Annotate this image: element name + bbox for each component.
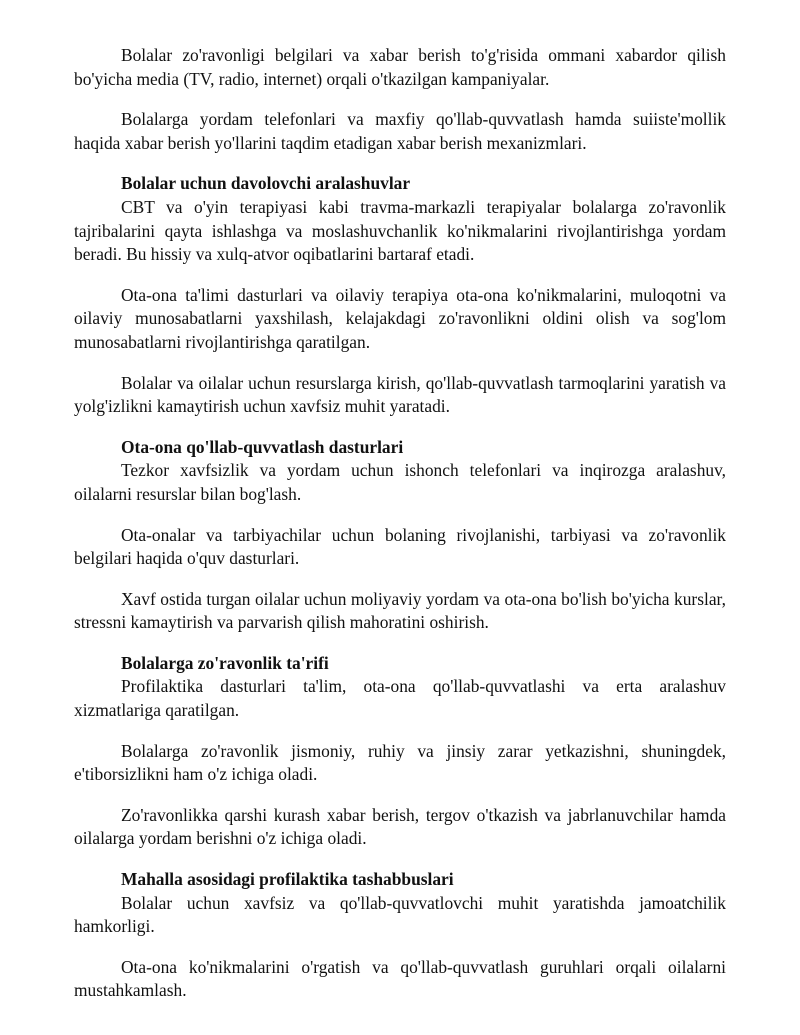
section-heading: Ota-ona qo'llab-quvvatlash dasturlari <box>121 436 404 457</box>
section-heading: Bolalar uchun davolovchi aralashuvlar <box>121 173 411 194</box>
paragraph: Ota-onalar va tarbiyachilar uchun bolaning rivojlanishi, tarbiyasi va zo'ravonlik belgilari haqida o'quv dasturlari. <box>74 524 726 569</box>
document-body <box>74 44 726 1003</box>
paragraph: Bolalar uchun xavfsiz va qo'llab-quvvatlovchi muhit yaratishda jamoatchilik hamkorligi. <box>74 892 726 937</box>
paragraph: Tezkor xavfsizlik va yordam uchun ishonch telefonlari va inqirozga aralashuv, oilalarni resurslar bilan bog'lash. <box>74 460 726 504</box>
paragraph: Bolalar zo'ravonligi belgilari va xabar berish to'g'risida ommani xabardor qilish bo'yicha media (TV, radio, internet) orqali o'tkazilgan kampaniyalar. <box>74 45 726 89</box>
paragraph: Ota-ona ta'limi dasturlari va oilaviy terapiya ota-ona ko'nikmalarini, muloqotni va oilaviy munosabatlarni yaxshilash, kelajakdagi zo'ravonlikni oldini olish va sog'lom munosabatlarni rivojlantirishga qaratilgan. <box>74 284 726 352</box>
paragraph: Zo'ravonlikka qarshi kurash xabar berish, tergov o'tkazish va jabrlanuvchilar hamda oilalarga yordam berishni o'z ichiga oladi. <box>74 804 726 849</box>
section-heading: Mahalla asosidagi profilaktika tashabbuslari <box>121 869 454 890</box>
paragraph: Xavf ostida turgan oilalar uchun moliyaviy yordam va ota-ona bo'lish bo'yicha kurslar, stressni kamaytirish va parvarish qilish mahoratini oshirish. <box>74 588 726 633</box>
section-davolovchi-aralashuvlar <box>74 172 726 418</box>
paragraph: Profilaktika dasturlari ta'lim, ota-ona qo'llab-quvvatlashi va erta aralashuv xizmatlariga qaratilgan. <box>74 676 726 721</box>
section-ota-ona-dasturlari <box>74 436 726 635</box>
paragraph: Ota-ona ko'nikmalarini o'rgatish va qo'llab-quvvatlash guruhlari orqali oilalarni mustahkamlash. <box>74 956 726 1001</box>
paragraph: Bolalarga yordam telefonlari va maxfiy qo'llab-quvvatlash hamda suiiste'mollik haqida xabar berish yo'llarini taqdim etadigan xabar berish mexanizmlari. <box>74 109 726 153</box>
section-heading: Bolalarga zo'ravonlik ta'rifi <box>121 652 329 673</box>
paragraph: CBT va o'yin terapiyasi kabi travma-markazli terapiyalar bolalarga zo'ravonlik tajribalarini qayta ishlashga va moslashuvchanlik ko'nikmalarini rivojlantirishga yordam beradi. Bu hissiy va xulq-atvor oqibatlarini bartaraf etadi. <box>74 196 726 265</box>
section-mahalla-tashabbuslari <box>74 868 726 1003</box>
paragraph: Bolalarga zo'ravonlik jismoniy, ruhiy va jinsiy zarar yetkazishni, shuningdek, e'tiborsizlikni ham o'z ichiga oladi. <box>74 740 726 785</box>
section-zoravonlik-tarifi <box>74 652 726 851</box>
paragraph: Bolalar va oilalar uchun resurslarga kirish, qo'llab-quvvatlash tarmoqlarini yaratish va yolg'izlikni kamaytirish uchun xavfsiz muhit yaratadi. <box>74 372 726 417</box>
